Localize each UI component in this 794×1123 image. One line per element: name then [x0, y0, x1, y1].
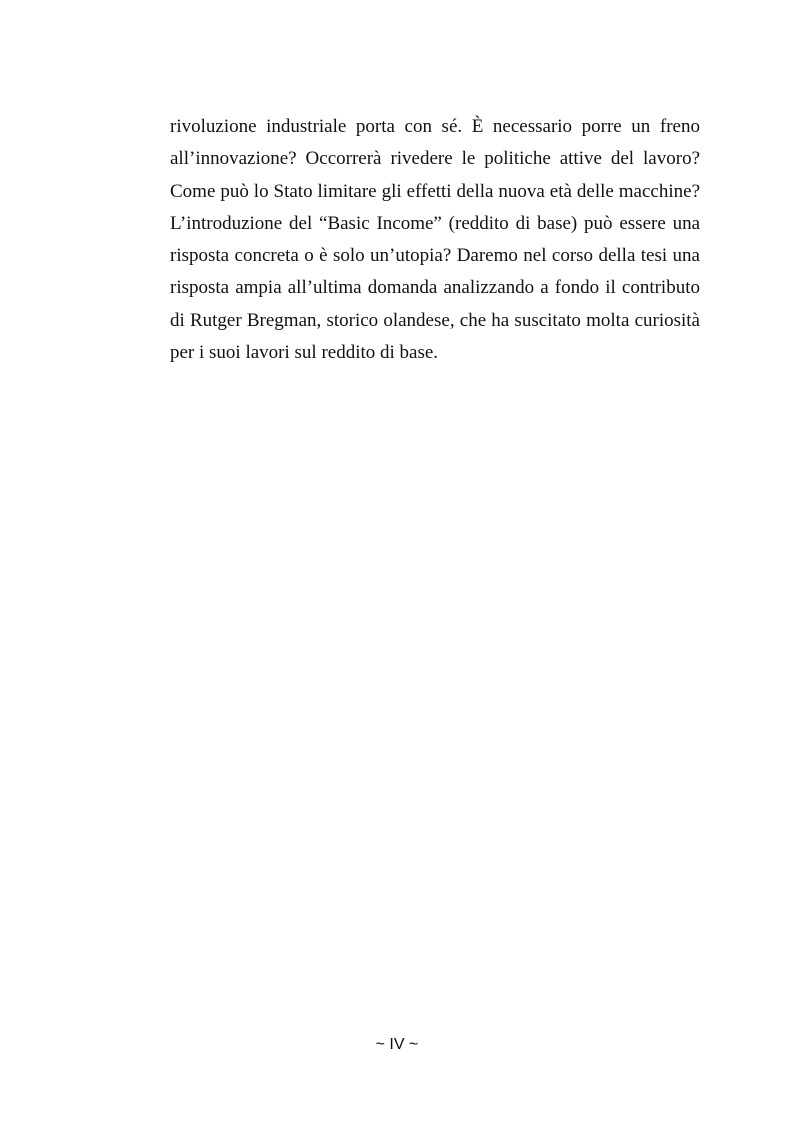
paragraph-line-7: di Rutger Bregman, storico olandese, che ha suscitato molta curiosità — [170, 309, 700, 331]
paragraph-line-4: L’introduzione del “Basic Income” (reddito di base) può essere una — [170, 212, 700, 234]
paragraph-line-8: per i suoi lavori sul reddito di base. — [170, 342, 439, 364]
paragraph-line-1: rivoluzione industriale porta con sé. È necessario porre un freno — [170, 116, 700, 137]
body-paragraph — [170, 111, 700, 369]
paragraph-line-5: risposta concreta o è solo un’utopia? Daremo nel corso della tesi una — [170, 245, 700, 267]
paragraph-line-2: all’innovazione? Occorrerà rivedere le politiche attive del lavoro? — [170, 148, 700, 170]
page-number: ~ IV ~ — [375, 1036, 419, 1053]
paragraph-line-6: risposta ampia all’ultima domanda analizzando a fondo il contributo — [170, 277, 700, 299]
paragraph-line-3: Come può lo Stato limitare gli effetti della nuova età delle macchine? — [170, 180, 700, 202]
